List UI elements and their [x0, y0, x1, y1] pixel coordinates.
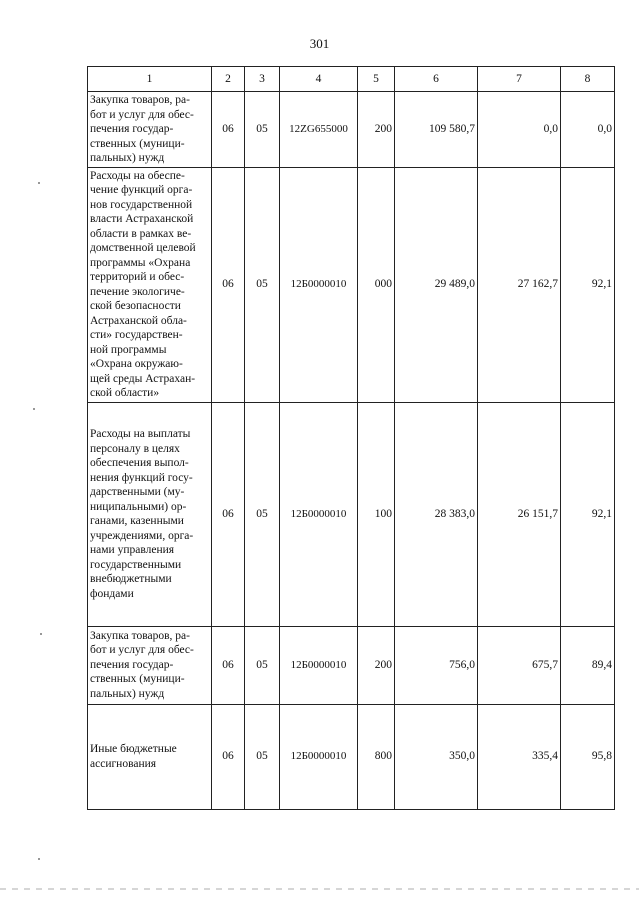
cell-planned-amount: 756,0 [395, 626, 478, 704]
table-row [88, 402, 615, 626]
header-col-6: 6 [395, 67, 478, 92]
table-row [88, 626, 615, 704]
scan-speck [38, 182, 40, 184]
cell-executed-amount: 335,4 [478, 704, 561, 809]
cell-execution-percent: 92,1 [561, 167, 615, 402]
cell-executed-amount: 675,7 [478, 626, 561, 704]
cell-target-code: 12Б0000010 [280, 626, 358, 704]
cell-execution-percent: 0,0 [561, 92, 615, 168]
row-description: Иные бюджетные ассигнования [88, 704, 212, 809]
page-number: 301 [309, 36, 330, 51]
cell-expense-type: 100 [358, 402, 395, 626]
cell-subsection: 05 [245, 167, 280, 402]
cell-expense-type: 000 [358, 167, 395, 402]
budget-table [87, 66, 615, 810]
row-description: Закупка товаров, ра- бот и услуг для обес- печения государ- ственных (муници- пальных) нужд [88, 626, 212, 704]
table-row [88, 704, 615, 809]
cell-target-code: 12Б0000010 [280, 167, 358, 402]
cell-section: 06 [212, 402, 245, 626]
cell-execution-percent: 89,4 [561, 626, 615, 704]
row-description: Расходы на выплаты персоналу в целях обеспечения выпол- нения функций госу- дарственными (му- ниципальными) ор- ганами, казенными учреждениями, орга- нами управления государственными внебюджетными фондами [88, 402, 212, 626]
header-col-2: 2 [212, 67, 245, 92]
cell-execution-percent: 95,8 [561, 704, 615, 809]
header-col-7: 7 [478, 67, 561, 92]
row-description: Закупка товаров, ра- бот и услуг для обес- печения государ- ственных (муници- пальных) нужд [88, 92, 212, 168]
cell-expense-type: 800 [358, 704, 395, 809]
cell-executed-amount: 0,0 [478, 92, 561, 168]
header-row [88, 67, 615, 92]
cell-section: 06 [212, 626, 245, 704]
cell-planned-amount: 29 489,0 [395, 167, 478, 402]
cell-execution-percent: 92,1 [561, 402, 615, 626]
cell-planned-amount: 109 580,7 [395, 92, 478, 168]
cell-executed-amount: 26 151,7 [478, 402, 561, 626]
header-col-8: 8 [561, 67, 615, 92]
scan-artifact-line [0, 888, 639, 890]
cell-target-code: 12Б0000010 [280, 704, 358, 809]
cell-section: 06 [212, 704, 245, 809]
cell-section: 06 [212, 92, 245, 168]
cell-expense-type: 200 [358, 626, 395, 704]
cell-executed-amount: 27 162,7 [478, 167, 561, 402]
scan-speck [40, 633, 42, 635]
cell-section: 06 [212, 167, 245, 402]
table-row [88, 92, 615, 168]
header-col-3: 3 [245, 67, 280, 92]
cell-subsection: 05 [245, 92, 280, 168]
row-description: Расходы на обеспе- чение функций орга- нов государственной власти Астраханской области в рамках ве- домственной целевой программы «Охрана территорий и обес- печение экологиче- ской безопасности Астраханской обла- сти» государствен- ной программы «Охрана окружаю- щей среды Астрахан- ской области» [88, 167, 212, 402]
cell-planned-amount: 350,0 [395, 704, 478, 809]
cell-subsection: 05 [245, 626, 280, 704]
header-col-5: 5 [358, 67, 395, 92]
cell-subsection: 05 [245, 704, 280, 809]
cell-planned-amount: 28 383,0 [395, 402, 478, 626]
header-col-1: 1 [88, 67, 212, 92]
table-row [88, 167, 615, 402]
cell-target-code: 12ZG655000 [280, 92, 358, 168]
scan-speck [33, 408, 35, 410]
header-col-4: 4 [280, 67, 358, 92]
cell-expense-type: 200 [358, 92, 395, 168]
scan-speck [38, 858, 40, 860]
cell-subsection: 05 [245, 402, 280, 626]
cell-target-code: 12Б0000010 [280, 402, 358, 626]
